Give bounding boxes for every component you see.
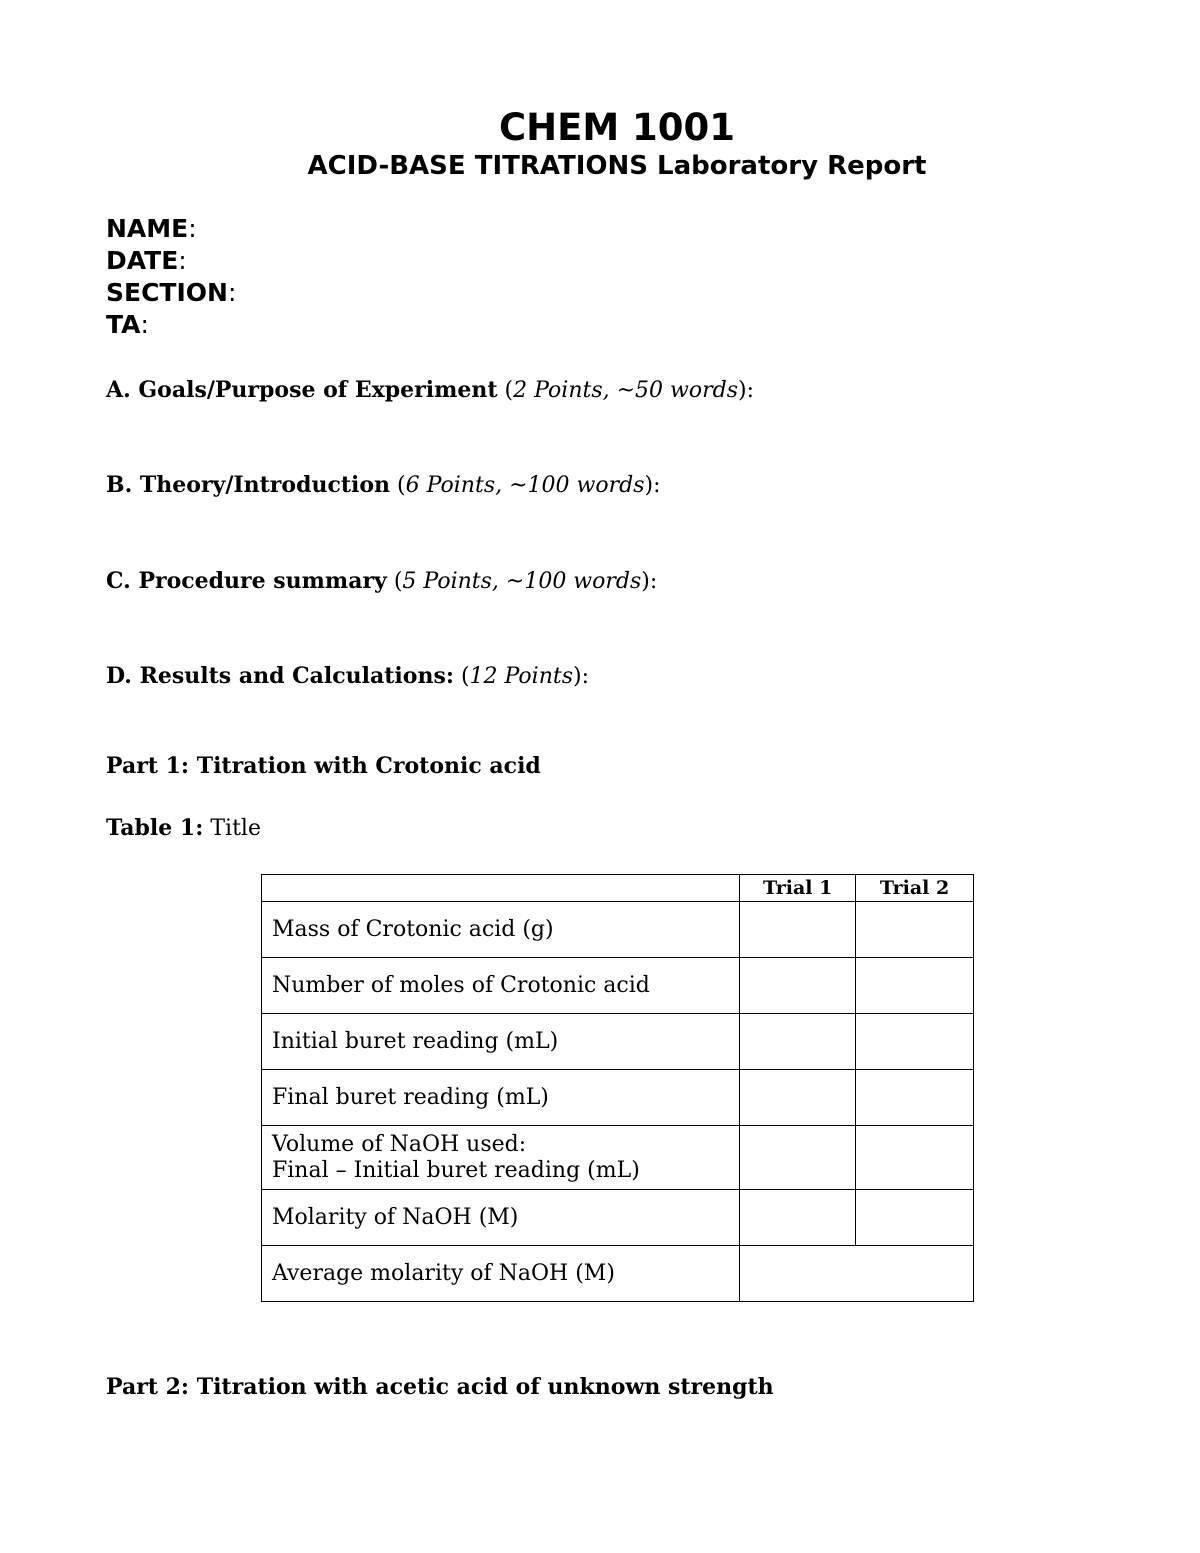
cell-initial-trial-1[interactable] [740, 1014, 856, 1070]
cell-molarity-trial-1[interactable] [740, 1190, 856, 1246]
section-c-points: 5 Points, ~100 words [402, 569, 642, 594]
date-label: DATE [106, 246, 179, 275]
section-b-heading: B. Theory/Introduction (6 Points, ~100 words): [106, 472, 661, 498]
section-colon: : [227, 278, 237, 307]
table-row [262, 1070, 974, 1126]
table-row [262, 1014, 974, 1070]
table1-caption [106, 814, 261, 843]
student-info-fields [106, 213, 236, 341]
section-a-heading: A. Goals/Purpose of Experiment (2 Points, ~50 words): [106, 377, 754, 403]
course-title: CHEM 1001 [498, 106, 736, 149]
section-field[interactable] [106, 277, 236, 309]
table-header-row [262, 875, 974, 902]
table1-caption-text: Title [210, 816, 261, 841]
section-d-points: 12 Points [469, 664, 574, 689]
date-colon: : [178, 246, 187, 275]
cell-average-molarity[interactable] [740, 1246, 974, 1302]
section-b-points: 6 Points, ~100 words [405, 473, 645, 498]
row-label-volume-line1: Volume of NaOH used: [272, 1131, 527, 1157]
row-label-average-molarity: Average molarity of NaOH (M) [262, 1246, 740, 1302]
cell-mass-trial-1[interactable] [740, 902, 856, 958]
header-blank-cell [262, 875, 740, 902]
table-row [262, 958, 974, 1014]
cell-moles-trial-2[interactable] [856, 958, 974, 1014]
name-colon: : [188, 214, 197, 243]
section-label: SECTION [106, 278, 228, 307]
row-label-mass: Mass of Crotonic acid (g) [262, 902, 740, 958]
cell-moles-trial-1[interactable] [740, 958, 856, 1014]
table-row [262, 1246, 974, 1302]
ta-field[interactable] [106, 309, 236, 341]
row-label-initial-reading: Initial buret reading (mL) [262, 1014, 740, 1070]
row-label-moles: Number of moles of Crotonic acid [262, 958, 740, 1014]
cell-molarity-trial-2[interactable] [856, 1190, 974, 1246]
table1-caption-label: Table 1: [106, 815, 204, 841]
section-b-title: B. Theory/Introduction [106, 472, 391, 498]
section-c-heading: C. Procedure summary (5 Points, ~100 words): [106, 568, 658, 594]
part1-heading [106, 752, 541, 781]
row-label-final-reading: Final buret reading (mL) [262, 1070, 740, 1126]
section-a-points: 2 Points, ~50 words [513, 378, 738, 403]
cell-volume-trial-2[interactable] [856, 1126, 974, 1190]
section-d-heading: D. Results and Calculations: (12 Points): [106, 663, 590, 689]
table-row [262, 1190, 974, 1246]
header-trial-1: Trial 1 [740, 875, 856, 902]
cell-mass-trial-2[interactable] [856, 902, 974, 958]
cell-final-trial-1[interactable] [740, 1070, 856, 1126]
date-field[interactable] [106, 245, 236, 277]
report-subtitle: ACID-BASE TITRATIONS Laboratory Report [307, 151, 927, 181]
name-label: NAME [106, 214, 189, 243]
part2-title: Part 2: Titration with acetic acid of unknown strength [106, 1374, 774, 1400]
results-table [261, 874, 974, 1302]
part1-title: Part 1: Titration with Crotonic acid [106, 753, 541, 779]
cell-final-trial-2[interactable] [856, 1070, 974, 1126]
section-d-title: D. Results and Calculations: [106, 663, 454, 689]
ta-label: TA [106, 310, 141, 339]
section-c-title: C. Procedure summary [106, 568, 387, 594]
name-field[interactable] [106, 213, 236, 245]
header-trial-2: Trial 2 [856, 875, 974, 902]
row-label-volume [262, 1126, 740, 1190]
section-a-title: A. Goals/Purpose of Experiment [106, 377, 498, 403]
row-label-volume-line2: Final – Initial buret reading (mL) [272, 1157, 640, 1183]
table-row [262, 1126, 974, 1190]
table-row [262, 902, 974, 958]
ta-colon: : [140, 310, 149, 339]
cell-volume-trial-1[interactable] [740, 1126, 856, 1190]
row-label-molarity: Molarity of NaOH (M) [262, 1190, 740, 1246]
cell-initial-trial-2[interactable] [856, 1014, 974, 1070]
part2-heading [106, 1373, 774, 1402]
